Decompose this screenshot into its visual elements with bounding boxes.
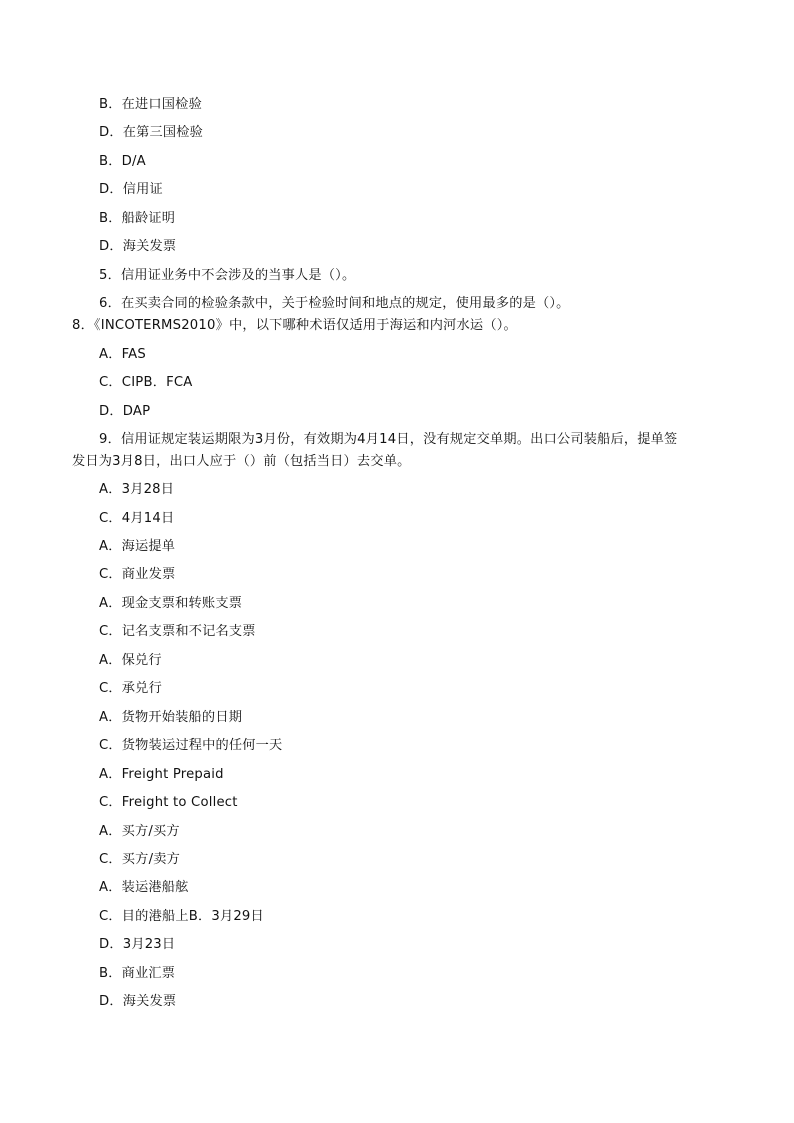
option-line: A．海运提单 xyxy=(99,539,176,554)
option-line: B．在进口国检验 xyxy=(99,97,202,112)
option-line: A．装运港船舷 xyxy=(99,880,189,895)
option-line: A．3月28日 xyxy=(99,482,175,497)
option-line: D．海关发票 xyxy=(99,994,177,1009)
option-line: C．目的港船上B．3月29日 xyxy=(99,909,264,924)
option-line: B．D/A xyxy=(99,154,146,169)
option-line: A．买方/买方 xyxy=(99,824,180,839)
option-line: C．4月14日 xyxy=(99,511,175,526)
question-line: 8．《INCOTERMS2010》中，以下哪种术语仅适用于海运和内河水运（）。 xyxy=(72,318,517,333)
option-line: C．CIPB．FCA xyxy=(99,375,193,390)
option-line: B．商业汇票 xyxy=(99,966,176,981)
option-line: D．3月23日 xyxy=(99,937,176,952)
option-line: B．船龄证明 xyxy=(99,211,176,226)
option-line: A．FAS xyxy=(99,347,146,362)
question-line: 发日为3月8日，出口人应于（）前（包括当日）去交单。 xyxy=(72,454,411,469)
question-line: 9．信用证规定装运期限为3月份，有效期为4月14日，没有规定交单期。出口公司装船后，提单签 xyxy=(99,432,678,447)
option-line: C．记名支票和不记名支票 xyxy=(99,624,256,639)
option-line: D．在第三国检验 xyxy=(99,125,204,140)
option-line: C．货物装运过程中的任何一天 xyxy=(99,738,283,753)
question-line: 6．在买卖合同的检验条款中，关于检验时间和地点的规定，使用最多的是（）。 xyxy=(99,296,570,311)
option-line: A．保兑行 xyxy=(99,653,162,668)
option-line: A．现金支票和转账支票 xyxy=(99,596,243,611)
option-line: C．承兑行 xyxy=(99,681,162,696)
option-line: C．Freight to Collect xyxy=(99,795,238,810)
option-line: D．信用证 xyxy=(99,182,163,197)
option-line: D．海关发票 xyxy=(99,239,177,254)
option-line: A．货物开始装船的日期 xyxy=(99,710,243,725)
question-line: 5．信用证业务中不会涉及的当事人是（）。 xyxy=(99,268,356,283)
option-line: A．Freight Prepaid xyxy=(99,767,224,782)
option-line: D．DAP xyxy=(99,404,151,419)
option-line: C．买方/卖方 xyxy=(99,852,180,867)
option-line: C．商业发票 xyxy=(99,567,176,582)
